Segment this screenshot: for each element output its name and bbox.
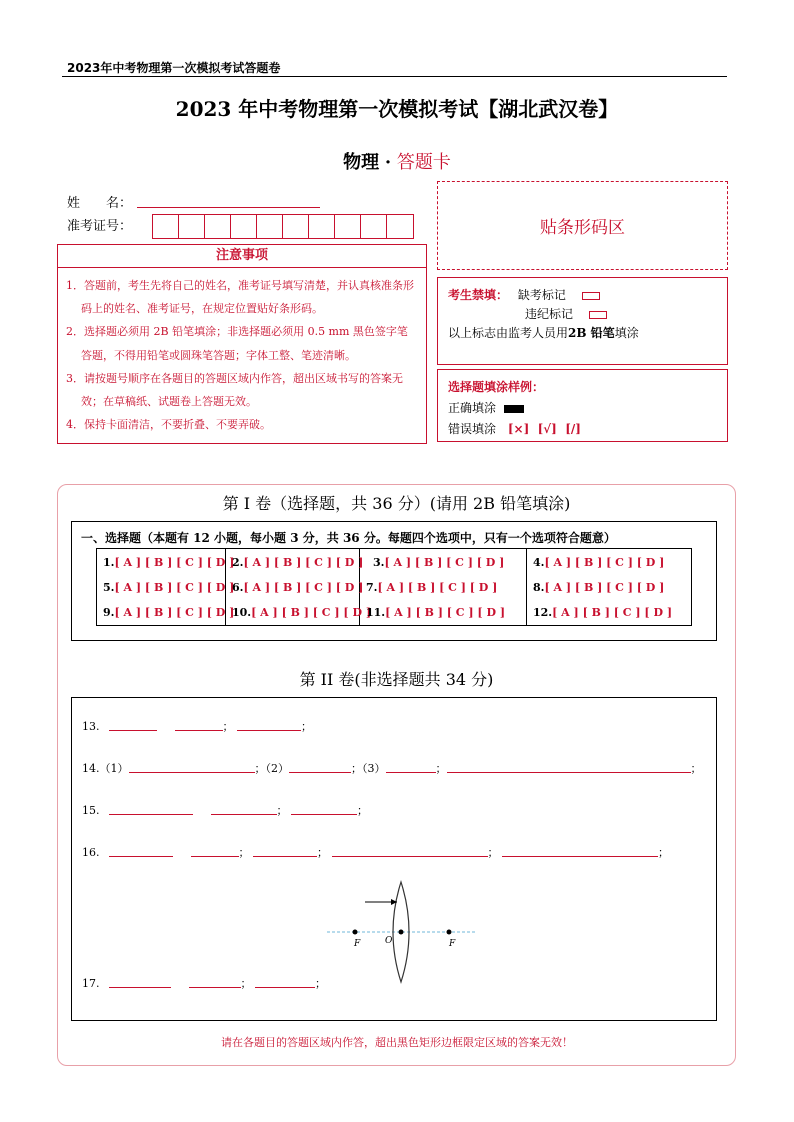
mc-question[interactable] bbox=[360, 549, 527, 575]
option-bubbles[interactable]: [ A ] [ B ] [ C ] [ D ] bbox=[385, 605, 506, 619]
question-number: 8. bbox=[533, 580, 545, 594]
answer-blank[interactable] bbox=[109, 987, 171, 988]
notice-item: 3．请按题号顺序在各题目的答题区域内作答，超出区域书写的答案无效；在草稿纸、试题卷上答题无效。 bbox=[66, 371, 403, 409]
answer-blank[interactable] bbox=[253, 856, 317, 857]
option-bubbles[interactable]: [ A ] [ B ] [ C ] [ D ] bbox=[114, 555, 235, 569]
separator: ； bbox=[276, 804, 288, 817]
fill-sample-box bbox=[437, 369, 728, 442]
violation-mark-label: 违纪标记 bbox=[525, 307, 574, 321]
wrong-fill-marks: [×] [√] [/] bbox=[507, 422, 581, 436]
question-number: 6. bbox=[232, 580, 244, 594]
id-digit-box[interactable] bbox=[205, 215, 231, 238]
answer-blank[interactable] bbox=[237, 730, 301, 731]
separator: ； bbox=[317, 846, 328, 859]
id-digit-box[interactable] bbox=[179, 215, 205, 238]
question-number: 15. bbox=[82, 804, 100, 817]
answer-blank[interactable] bbox=[255, 987, 315, 988]
mc-question[interactable] bbox=[226, 575, 364, 599]
header-divider bbox=[62, 76, 727, 77]
name-input[interactable] bbox=[137, 207, 320, 208]
question-17 bbox=[82, 975, 326, 991]
answer-blank[interactable] bbox=[175, 730, 223, 731]
section1-title: 第 I 卷（选择题，共 36 分）(请用 2B 铅笔填涂) bbox=[222, 494, 571, 513]
option-bubbles[interactable]: [ A ] [ B ] [ C ] [ D ] bbox=[377, 580, 498, 594]
wrong-fill-label: 错误填涂 bbox=[448, 422, 497, 436]
question-number: 7. bbox=[366, 580, 378, 594]
ban-title: 考生禁填： bbox=[448, 288, 509, 302]
mc-question[interactable] bbox=[97, 599, 235, 625]
convex-lens-diagram bbox=[325, 880, 480, 985]
separator: ； bbox=[435, 762, 447, 775]
optical-center-point bbox=[399, 930, 404, 935]
ban-note-pencil: 2B 铅笔 bbox=[568, 326, 615, 340]
optical-center-label: O bbox=[385, 936, 393, 946]
answer-blank[interactable] bbox=[189, 987, 241, 988]
sub-question-label: ；（3） bbox=[351, 762, 386, 775]
violation-mark-box[interactable] bbox=[589, 311, 607, 319]
absent-mark-label: 缺考标记 bbox=[517, 288, 566, 302]
forbidden-fill-box bbox=[437, 277, 728, 365]
question-number: 2. bbox=[232, 555, 244, 569]
question-number: 3. bbox=[373, 555, 385, 569]
id-digit-box[interactable] bbox=[335, 215, 361, 238]
separator: ； bbox=[658, 846, 669, 859]
question-number: 13. bbox=[82, 720, 100, 733]
option-bubbles[interactable]: [ A ] [ B ] [ C ] [ D ] bbox=[251, 605, 372, 619]
question-number: 16. bbox=[82, 846, 100, 859]
focus-right-point bbox=[447, 930, 452, 935]
id-digit-box[interactable] bbox=[361, 215, 387, 238]
separator: ； bbox=[315, 977, 326, 990]
absent-mark-box[interactable] bbox=[582, 292, 600, 300]
sub-question-label: ；（2） bbox=[254, 762, 289, 775]
answer-blank[interactable] bbox=[109, 814, 193, 815]
question-number: 12. bbox=[533, 605, 553, 619]
answer-blank[interactable] bbox=[129, 772, 255, 773]
mc-question[interactable] bbox=[527, 575, 693, 599]
id-digit-box[interactable] bbox=[283, 215, 309, 238]
focus-left-label: F bbox=[354, 939, 361, 949]
option-bubbles[interactable]: [ A ] [ B ] [ C ] [ D ] bbox=[552, 605, 673, 619]
question-number: 11. bbox=[366, 605, 386, 619]
answer-blank[interactable] bbox=[386, 772, 436, 773]
mc-question[interactable] bbox=[97, 575, 235, 599]
separator: ； bbox=[222, 720, 234, 733]
question-number: 5. bbox=[103, 580, 115, 594]
separator: ； bbox=[357, 804, 368, 817]
question-13 bbox=[82, 718, 312, 734]
correct-fill-label: 正确填涂 bbox=[448, 401, 497, 415]
option-bubbles[interactable]: [ A ] [ B ] [ C ] [ D ] bbox=[243, 580, 364, 594]
sample-title: 选择题填涂样例： bbox=[448, 380, 545, 394]
id-digit-box[interactable] bbox=[387, 215, 413, 238]
exam-id-boxes[interactable] bbox=[152, 214, 414, 239]
notice-item: 4．保持卡面清洁，不要折叠、不要弄破。 bbox=[66, 418, 271, 432]
exam-title: 2023 年中考物理第一次模拟考试【湖北武汉卷】 bbox=[175, 97, 619, 121]
focus-left-point bbox=[353, 930, 358, 935]
ban-note-end: 填涂 bbox=[614, 326, 639, 340]
exam-id-label: 准考证号： bbox=[67, 219, 133, 234]
correct-fill-mark bbox=[504, 405, 524, 413]
question-number: 9. bbox=[103, 605, 115, 619]
mc-question[interactable] bbox=[360, 599, 527, 625]
question-number: 17. bbox=[82, 977, 100, 990]
page-header-title: 2023年中考物理第一次模拟考试答题卷 bbox=[67, 61, 281, 75]
answer-blank[interactable] bbox=[191, 856, 239, 857]
answer-blank[interactable] bbox=[447, 772, 691, 773]
option-bubbles[interactable]: [ A ] [ B ] [ C ] [ D ] bbox=[544, 580, 665, 594]
question-number: 4. bbox=[533, 555, 545, 569]
answer-blank[interactable] bbox=[109, 856, 173, 857]
mc-question[interactable] bbox=[527, 599, 693, 625]
separator: ； bbox=[240, 977, 252, 990]
option-bubbles[interactable]: [ A ] [ B ] [ C ] [ D ] bbox=[243, 555, 364, 569]
mc-answer-grid bbox=[96, 548, 692, 626]
title-dot: · bbox=[384, 152, 392, 173]
option-bubbles[interactable]: [ A ] [ B ] [ C ] [ D ] bbox=[544, 555, 665, 569]
separator: ； bbox=[487, 846, 499, 859]
mc-question[interactable] bbox=[226, 549, 364, 575]
question-16 bbox=[82, 844, 669, 860]
answer-blank[interactable] bbox=[289, 772, 351, 773]
answer-blank[interactable] bbox=[291, 814, 357, 815]
separator: ； bbox=[690, 762, 702, 775]
notice-item: 1．答题前，考生先将自己的姓名，准考证号填写清楚，并认真核准条形码上的姓名、准考证号，在规定位置贴好条形码。 bbox=[66, 279, 414, 316]
id-digit-box[interactable] bbox=[309, 215, 335, 238]
separator: ； bbox=[238, 846, 250, 859]
footer-warning: 请在各题目的答题区域内作答，超出黑色矩形边框限定区域的答案无效！ bbox=[221, 1036, 573, 1049]
mc-question[interactable] bbox=[226, 599, 372, 625]
id-digit-box[interactable] bbox=[257, 215, 283, 238]
focus-right-label: F bbox=[449, 939, 456, 949]
notice-item: 2．选择题必须用 2B 铅笔填涂；非选择题必须用 0.5 mm 黑色签字笔答题，不得用铅笔或圆珠笔答题；字体工整、笔迹清晰。 bbox=[66, 325, 408, 362]
question-number: 10. bbox=[232, 605, 252, 619]
question-number: 1. bbox=[103, 555, 115, 569]
mc-question[interactable] bbox=[360, 575, 527, 599]
question-14 bbox=[82, 760, 702, 776]
barcode-area: 贴条形码区 bbox=[437, 181, 728, 270]
id-digit-box[interactable] bbox=[153, 215, 179, 238]
answer-blank[interactable] bbox=[211, 814, 277, 815]
answer-blank[interactable] bbox=[332, 856, 488, 857]
option-bubbles[interactable]: [ A ] [ B ] [ C ] [ D ] bbox=[384, 555, 505, 569]
ban-note: 以上标志由监考人员用 bbox=[448, 326, 569, 340]
answer-blank[interactable] bbox=[502, 856, 658, 857]
section2-title: 第 II 卷(非选择题共 34 分) bbox=[299, 670, 494, 689]
name-label: 姓 名： bbox=[67, 196, 133, 211]
notice-title: 注意事项 bbox=[57, 244, 427, 268]
notice-body bbox=[57, 268, 427, 444]
option-bubbles[interactable]: [ A ] [ B ] [ C ] [ D ] bbox=[114, 580, 235, 594]
answer-card-label: 答题卡 bbox=[396, 152, 451, 173]
mc-instructions: 一、选择题（本题有 12 小题，每小题 3 分，共 36 分。每题四个选项中，只有一个选项符合题意） bbox=[81, 531, 616, 545]
question-15 bbox=[82, 802, 368, 818]
answer-blank[interactable] bbox=[109, 730, 157, 731]
id-digit-box[interactable] bbox=[231, 215, 257, 238]
card-subtitle bbox=[0, 148, 794, 174]
subject-label: 物理 bbox=[343, 152, 380, 173]
mc-question[interactable] bbox=[97, 549, 235, 575]
mc-question[interactable] bbox=[527, 549, 693, 575]
separator: ； bbox=[301, 720, 312, 733]
option-bubbles[interactable]: [ A ] [ B ] [ C ] [ D ] bbox=[114, 605, 235, 619]
question-number: 14.（1） bbox=[82, 762, 129, 775]
